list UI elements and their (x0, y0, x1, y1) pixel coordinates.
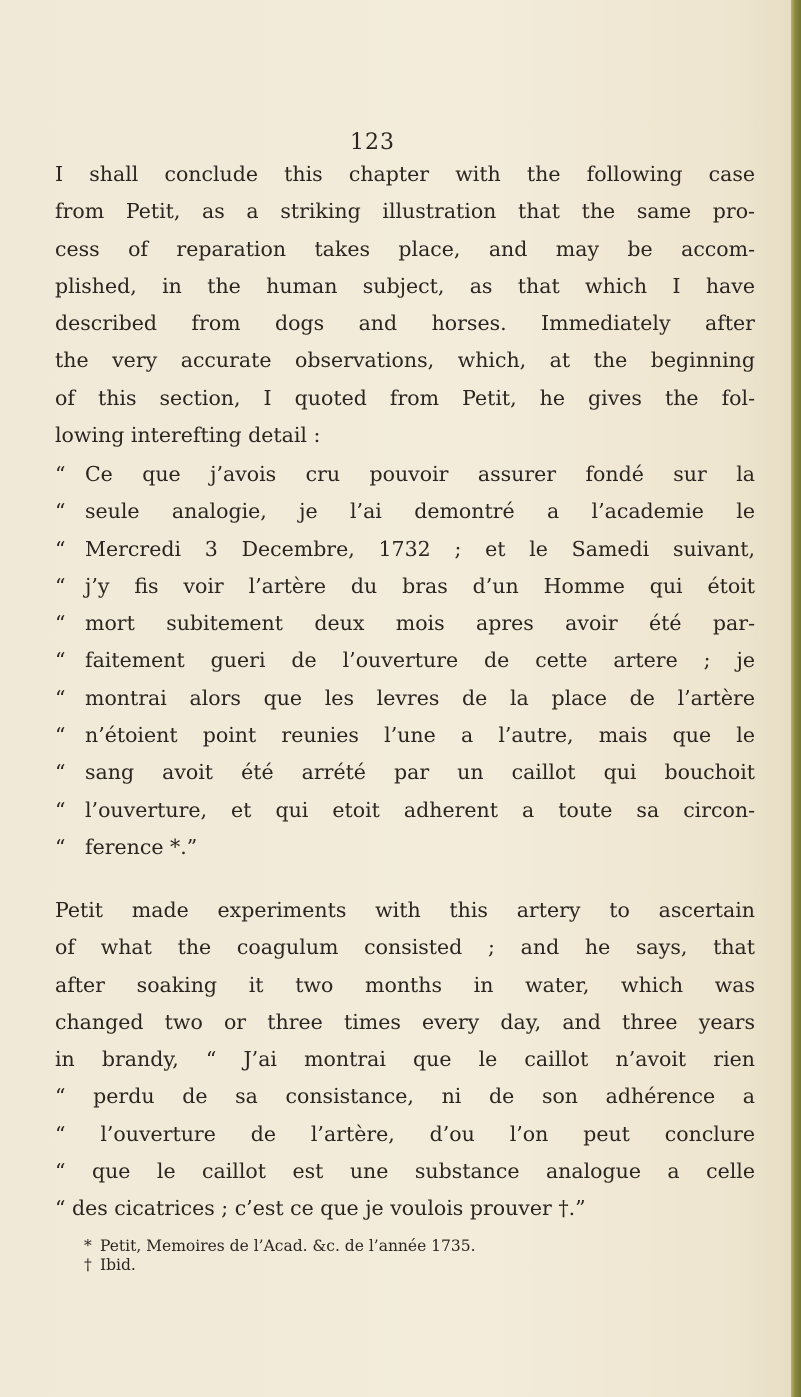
page-binding-edge (791, 0, 801, 1397)
page-number: 123 (350, 130, 395, 155)
footnotes (84, 1237, 584, 1275)
quote-mark: “ (55, 760, 66, 785)
quote-line (55, 680, 755, 717)
text-line: lowing interefting detail : (55, 423, 321, 448)
quote-mark: “ (55, 723, 66, 748)
text-line: in brandy, “ J’ai montrai que le caillot n’avoit rien (55, 1047, 755, 1072)
quote-line (55, 829, 755, 866)
quote-mark: “ (55, 573, 66, 598)
quote-mark: “ (55, 797, 66, 822)
quote-text: Mercredi 3 Decembre, 1732 ; et le Samedi suivant, (85, 536, 755, 561)
quote-mark: “ (55, 685, 66, 710)
quote-line (55, 456, 755, 493)
quote-mark: “ (55, 536, 66, 561)
text-line: described from dogs and horses. Immediately after (55, 311, 755, 336)
quote-line (55, 642, 755, 679)
quote-line (55, 568, 755, 605)
text-line: changed two or three times every day, and three years (55, 1009, 755, 1034)
text-line: “ perdu de sa consistance, ni de son adhérence a (55, 1084, 755, 1109)
quote-text: faitement gueri de l’ouverture de cette artere ; je (85, 648, 755, 673)
quote-line (55, 493, 755, 530)
quote-line (55, 754, 755, 791)
paragraph-experiments (55, 892, 755, 1228)
quote-line (55, 531, 755, 568)
quote-text: ference *.” (85, 834, 198, 859)
quote-line (55, 717, 755, 754)
quote-line (55, 792, 755, 829)
text-line: of what the coagulum consisted ; and he says, that (55, 935, 755, 960)
footnote-text: Petit, Memoires de l’Acad. &c. de l’année 1735. (100, 1237, 476, 1255)
quote-mark: “ (55, 499, 66, 524)
quote-text: l’ouverture, et qui etoit adherent a toute sa circon- (85, 797, 755, 822)
text-line: plished, in the human subject, as that which I have (55, 273, 755, 298)
text-line: after soaking it two months in water, which was (55, 972, 755, 997)
quote-text: sang avoit été arrété par un caillot qui bouchoit (85, 760, 755, 785)
quote-text: montrai alors que les levres de la place de l’artère (85, 685, 755, 710)
footnote-mark: † (84, 1256, 92, 1274)
quote-mark: “ (55, 611, 66, 636)
french-quotation (55, 456, 755, 866)
footnote-mark: * (84, 1237, 92, 1255)
quote-mark: “ (55, 462, 66, 486)
quote-text: n’étoient point reunies l’une a l’autre, mais que le (85, 723, 755, 748)
text-line: from Petit, as a striking illustration that the same pro- (55, 199, 755, 224)
text-line: of this section, I quoted from Petit, he gives the fol- (55, 385, 755, 410)
text-line: I shall conclude this chapter with the following case (55, 162, 755, 186)
text-line: “ des cicatrices ; c’est ce que je voulois prouver †.” (55, 1196, 586, 1221)
text-line: Petit made experiments with this artery to ascertain (55, 898, 755, 922)
text-line: the very accurate observations, which, at the beginning (55, 348, 755, 373)
paragraph-intro (55, 156, 755, 454)
quote-text: j’y fis voir l’artère du bras d’un Homme qui étoit (85, 573, 755, 598)
quote-text: Ce que j’avois cru pouvoir assurer fondé sur la (85, 462, 755, 486)
quote-mark: “ (55, 834, 66, 859)
footnote (84, 1237, 584, 1256)
text-line: “ que le caillot est une substance analogue a celle (55, 1159, 755, 1184)
text-line: cess of reparation takes place, and may be accom- (55, 236, 755, 261)
footnote-text: Ibid. (100, 1256, 136, 1274)
text-line: “ l’ouverture de l’artère, d’ou l’on peut conclure (55, 1121, 755, 1146)
quote-text: mort subitement deux mois apres avoir été par- (85, 611, 755, 636)
quote-line (55, 605, 755, 642)
quote-mark: “ (55, 648, 66, 673)
footnote (84, 1256, 584, 1275)
quote-text: seule analogie, je l’ai demontré a l’academie le (85, 499, 755, 524)
